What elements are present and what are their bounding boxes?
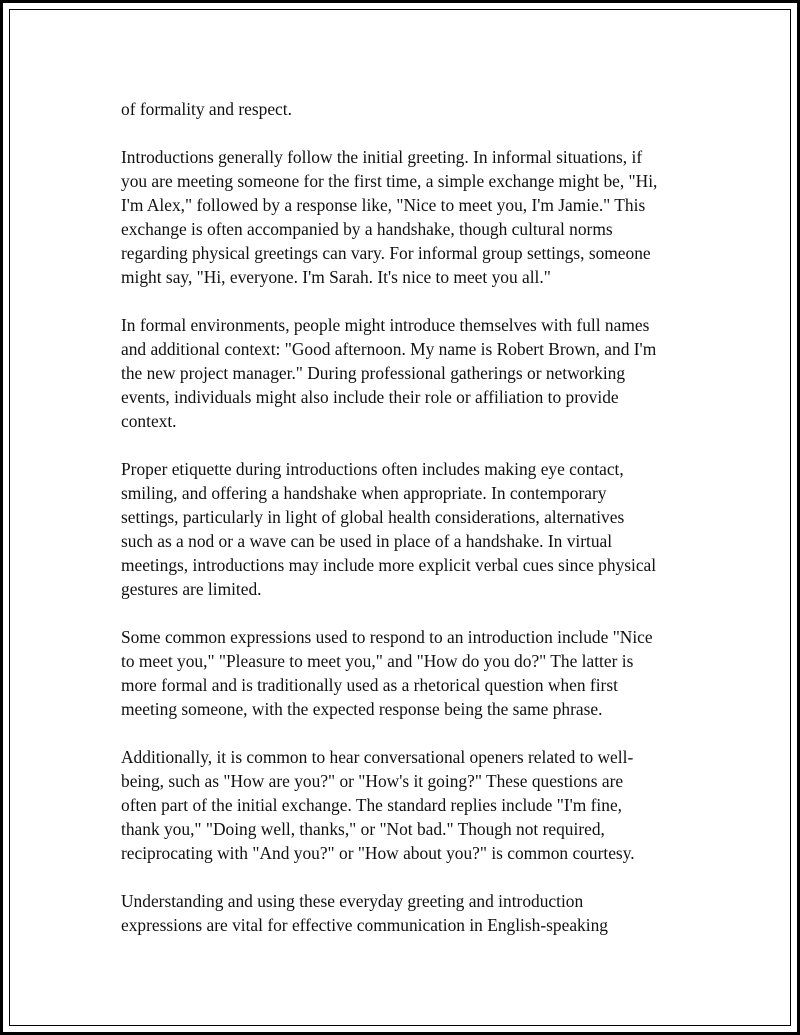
paragraph-conversational-openers <box>121 745 711 865</box>
text-line: context. <box>121 411 177 431</box>
text-line: expressions are vital for effective communication in English-speaking <box>121 915 608 935</box>
paragraph-common-expressions <box>121 625 711 721</box>
text-line: you are meeting someone for the first time, a simple exchange might be, "Hi, <box>121 171 658 191</box>
text-line: of formality and respect. <box>121 99 292 119</box>
text-line: and additional context: "Good afternoon. My name is Robert Brown, and I'm <box>121 339 657 359</box>
text-line: being, such as "How are you?" or "How's it going?" These questions are <box>121 771 624 791</box>
text-line: Some common expressions used to respond to an introduction include "Nice <box>121 627 653 647</box>
paragraph-proper-etiquette <box>121 457 711 601</box>
text-line: gestures are limited. <box>121 579 262 599</box>
text-line: more formal and is traditionally used as a rhetorical question when first <box>121 675 618 695</box>
text-line: Introductions generally follow the initial greeting. In informal situations, if <box>121 147 643 167</box>
paragraph-formal-environments <box>121 313 711 433</box>
text-line: reciprocating with "And you?" or "How about you?" is common courtesy. <box>121 843 635 863</box>
text-line: the new project manager." During professional gatherings or networking <box>121 363 626 383</box>
text-line: meeting someone, with the expected response being the same phrase. <box>121 699 603 719</box>
text-line: Proper etiquette during introductions often includes making eye contact, <box>121 459 624 479</box>
text-line: Understanding and using these everyday greeting and introduction <box>121 891 584 911</box>
text-line: exchange is often accompanied by a handshake, though cultural norms <box>121 219 613 239</box>
text-line: In formal environments, people might introduce themselves with full names <box>121 315 650 335</box>
text-line: regarding physical greetings can vary. For informal group settings, someone <box>121 243 651 263</box>
text-line: thank you," "Doing well, thanks," or "Not bad." Though not required, <box>121 819 605 839</box>
text-line: smiling, and offering a handshake when appropriate. In contemporary <box>121 483 607 503</box>
paragraph-understanding <box>121 889 711 937</box>
text-line: often part of the initial exchange. The standard replies include "I'm fine, <box>121 795 623 815</box>
document-body <box>121 97 711 961</box>
text-line: such as a nod or a wave can be used in place of a handshake. In virtual <box>121 531 613 551</box>
text-line: to meet you," "Pleasure to meet you," and "How do you do?" The latter is <box>121 651 634 671</box>
paragraph-introductions-informal <box>121 145 711 289</box>
text-line: events, individuals might also include their role or affiliation to provide <box>121 387 619 407</box>
text-line: might say, "Hi, everyone. I'm Sarah. It's nice to meet you all." <box>121 267 551 287</box>
text-line: I'm Alex," followed by a response like, "Nice to meet you, I'm Jamie." This <box>121 195 646 215</box>
text-line: Additionally, it is common to hear conversational openers related to well- <box>121 747 634 767</box>
text-line: settings, particularly in light of global health considerations, alternatives <box>121 507 625 527</box>
paragraph-formality-continuation <box>121 97 711 121</box>
text-line: meetings, introductions may include more explicit verbal cues since physical <box>121 555 657 575</box>
